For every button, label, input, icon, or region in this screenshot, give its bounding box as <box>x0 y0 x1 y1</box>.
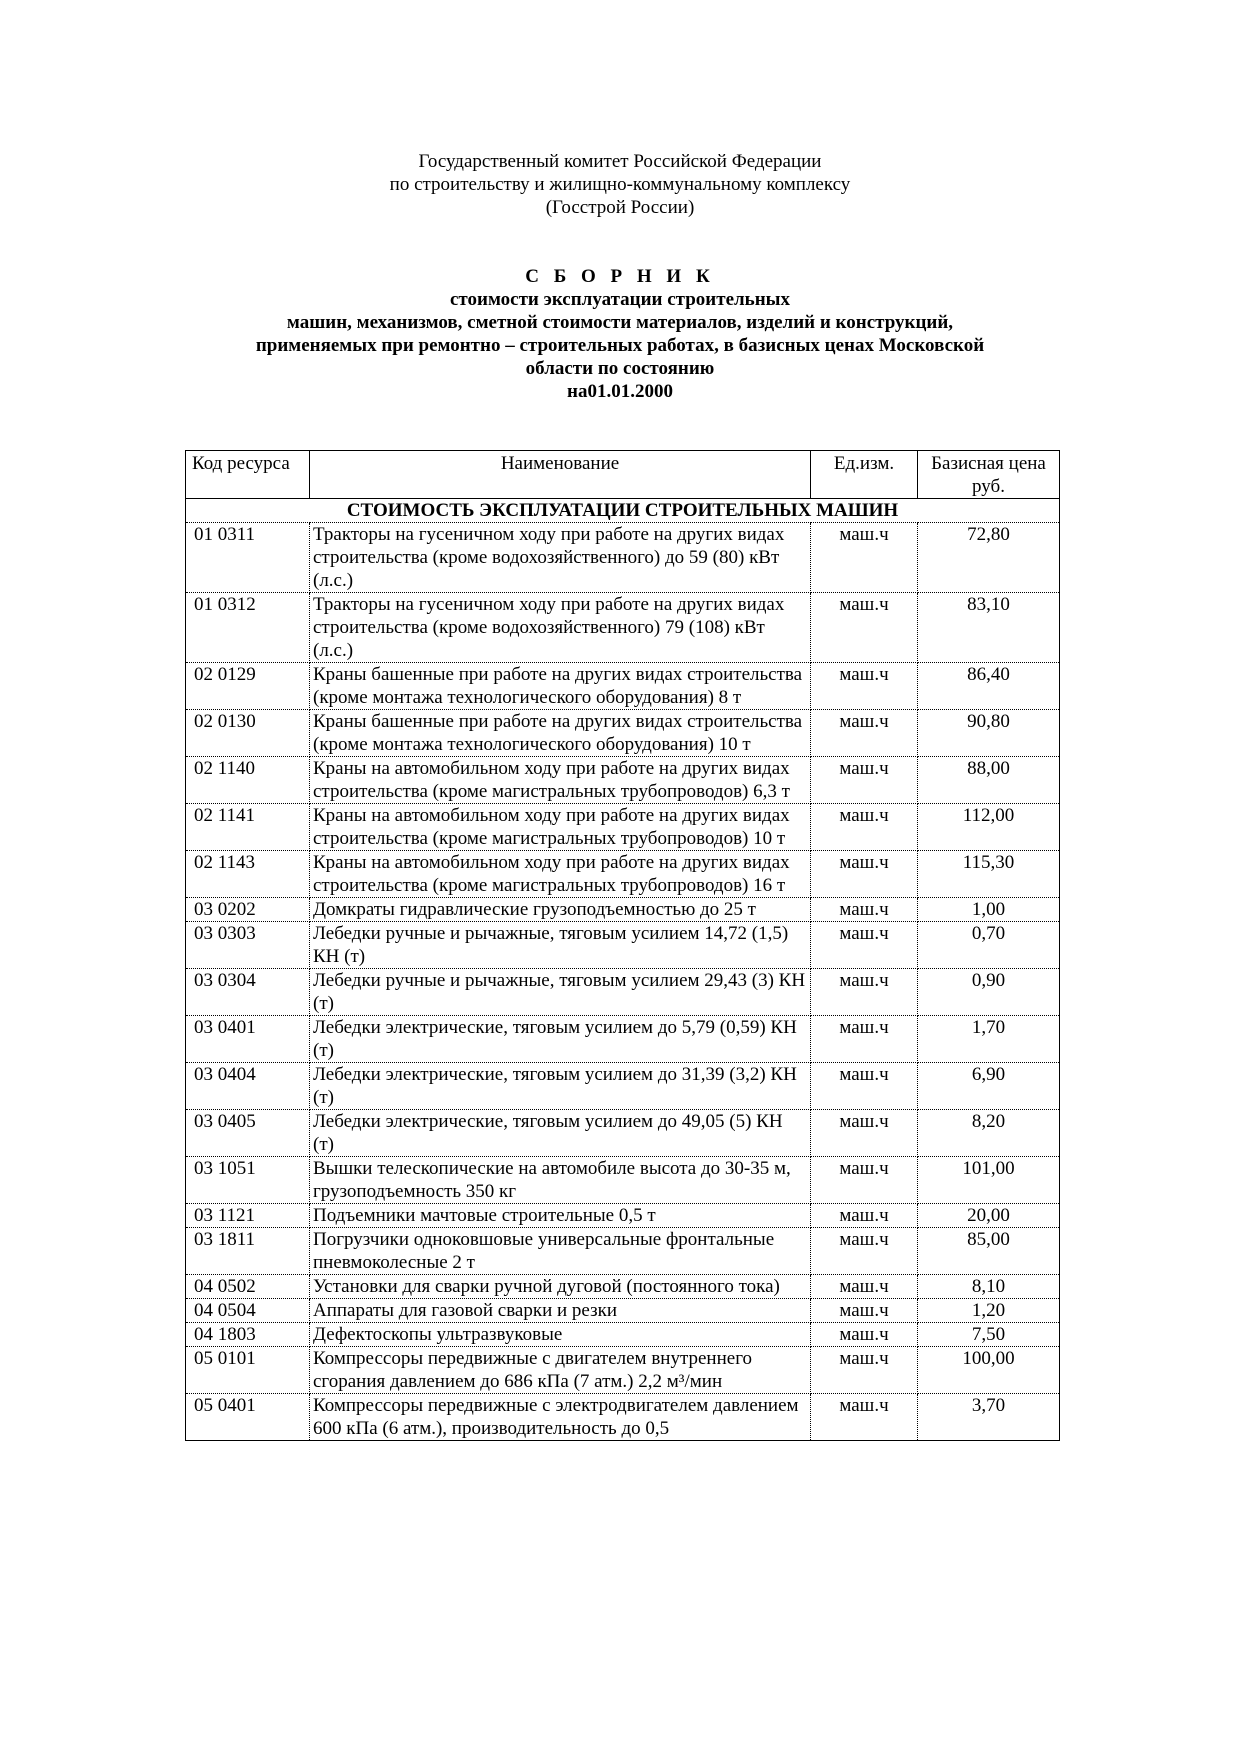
price-cell: 100,00 <box>918 1347 1060 1394</box>
title-word: С Б О Р Н И К <box>525 266 715 287</box>
table-row <box>186 804 1060 851</box>
unit-cell: маш.ч <box>811 1347 918 1394</box>
resource-name-cell: Краны башенные при работе на других видах строительства (кроме монтажа технологического оборудования) 10 т <box>310 710 811 757</box>
column-header-unit: Ед.изм. <box>811 451 918 499</box>
resource-code-cell: 03 0404 <box>186 1063 310 1110</box>
resource-code-cell: 01 0311 <box>186 523 310 593</box>
org-line: по строительству и жилищно-коммунальному комплексу <box>389 174 851 195</box>
resource-name-cell: Компрессоры передвижные с электродвигателем давлением 600 кПа (6 атм.), производительность до 0,5 <box>310 1394 811 1441</box>
price-cell: 1,20 <box>918 1299 1060 1323</box>
price-cell: 72,80 <box>918 523 1060 593</box>
price-cell: 6,90 <box>918 1063 1060 1110</box>
price-cell: 115,30 <box>918 851 1060 898</box>
section-row <box>186 499 1060 523</box>
price-cell: 0,70 <box>918 922 1060 969</box>
resource-name-cell: Краны на автомобильном ходу при работе на других видах строительства (кроме магистральных трубопроводов) 6,3 т <box>310 757 811 804</box>
resource-code-cell: 02 1141 <box>186 804 310 851</box>
unit-cell: маш.ч <box>811 898 918 922</box>
price-cell: 7,50 <box>918 1323 1060 1347</box>
resource-code-cell: 04 0502 <box>186 1275 310 1299</box>
table-row <box>186 898 1060 922</box>
table-row <box>186 1157 1060 1204</box>
resource-code-cell: 03 1811 <box>186 1228 310 1275</box>
resource-name-cell: Краны на автомобильном ходу при работе на других видах строительства (кроме магистральных трубопроводов) 16 т <box>310 851 811 898</box>
table-row <box>186 1275 1060 1299</box>
unit-cell: маш.ч <box>811 1110 918 1157</box>
unit-cell: маш.ч <box>811 1299 918 1323</box>
table-row <box>186 1228 1060 1275</box>
resource-price-table <box>185 450 1060 1441</box>
unit-cell: маш.ч <box>811 1063 918 1110</box>
unit-cell: маш.ч <box>811 851 918 898</box>
unit-cell: маш.ч <box>811 1228 918 1275</box>
title-line: машин, механизмов, сметной стоимости материалов, изделий и конструкций, <box>286 312 954 333</box>
table-row <box>186 1347 1060 1394</box>
resource-code-cell: 02 0129 <box>186 663 310 710</box>
price-cell: 112,00 <box>918 804 1060 851</box>
resource-code-cell: 02 0130 <box>186 710 310 757</box>
table-row <box>186 523 1060 593</box>
title-line: области по состоянию <box>525 358 715 379</box>
resource-code-cell: 03 1051 <box>186 1157 310 1204</box>
resource-name-cell: Аппараты для газовой сварки и резки <box>310 1299 811 1323</box>
price-cell: 85,00 <box>918 1228 1060 1275</box>
resource-code-cell: 03 0304 <box>186 969 310 1016</box>
resource-code-cell: 05 0401 <box>186 1394 310 1441</box>
unit-cell: маш.ч <box>811 1394 918 1441</box>
resource-code-cell: 02 1143 <box>186 851 310 898</box>
table-row <box>186 922 1060 969</box>
unit-cell: маш.ч <box>811 922 918 969</box>
table-row <box>186 1110 1060 1157</box>
price-cell: 83,10 <box>918 593 1060 663</box>
price-cell: 8,10 <box>918 1275 1060 1299</box>
resource-name-cell: Вышки телескопические на автомобиле высота до 30-35 м, грузоподъемность 350 кг <box>310 1157 811 1204</box>
table-row <box>186 851 1060 898</box>
unit-cell: маш.ч <box>811 757 918 804</box>
resource-code-cell: 03 1121 <box>186 1204 310 1228</box>
price-cell: 8,20 <box>918 1110 1060 1157</box>
document-title <box>0 265 1240 403</box>
unit-cell: маш.ч <box>811 710 918 757</box>
table-row <box>186 710 1060 757</box>
resource-code-cell: 03 0303 <box>186 922 310 969</box>
resource-name-cell: Лебедки ручные и рычажные, тяговым усилием 29,43 (3) КН (т) <box>310 969 811 1016</box>
resource-name-cell: Лебедки ручные и рычажные, тяговым усилием 14,72 (1,5) КН (т) <box>310 922 811 969</box>
unit-cell: маш.ч <box>811 1323 918 1347</box>
price-cell: 0,90 <box>918 969 1060 1016</box>
unit-cell: маш.ч <box>811 523 918 593</box>
resource-name-cell: Лебедки электрические, тяговым усилием до 49,05 (5) КН (т) <box>310 1110 811 1157</box>
column-header-name: Наименование <box>310 451 811 499</box>
column-header-price: Базисная цена руб. <box>918 451 1060 499</box>
table-row <box>186 1063 1060 1110</box>
table-row <box>186 663 1060 710</box>
resource-code-cell: 03 0405 <box>186 1110 310 1157</box>
title-line: применяемых при ремонтно – строительных работах, в базисных ценах Московской <box>255 335 985 356</box>
price-cell: 90,80 <box>918 710 1060 757</box>
resource-name-cell: Краны на автомобильном ходу при работе на других видах строительства (кроме магистральных трубопроводов) 10 т <box>310 804 811 851</box>
price-cell: 3,70 <box>918 1394 1060 1441</box>
resource-name-cell: Погрузчики одноковшовые универсальные фронтальные пневмоколесные 2 т <box>310 1228 811 1275</box>
resource-name-cell: Лебедки электрические, тяговым усилием до 5,79 (0,59) КН (т) <box>310 1016 811 1063</box>
org-line: (Госстрой России) <box>545 197 695 218</box>
resource-name-cell: Тракторы на гусеничном ходу при работе на других видах строительства (кроме водохозяйственного) до 59 (80) кВт (л.с.) <box>310 523 811 593</box>
resource-name-cell: Подъемники мачтовые строительные 0,5 т <box>310 1204 811 1228</box>
unit-cell: маш.ч <box>811 1016 918 1063</box>
unit-cell: маш.ч <box>811 1275 918 1299</box>
org-line: Государственный комитет Российской Федерации <box>418 151 822 172</box>
price-cell: 1,70 <box>918 1016 1060 1063</box>
resource-name-cell: Лебедки электрические, тяговым усилием до 31,39 (3,2) КН (т) <box>310 1063 811 1110</box>
issuing-organization <box>0 150 1240 219</box>
table-row <box>186 1204 1060 1228</box>
resource-name-cell: Тракторы на гусеничном ходу при работе на других видах строительства (кроме водохозяйственного) 79 (108) кВт (л.с.) <box>310 593 811 663</box>
price-cell: 86,40 <box>918 663 1060 710</box>
section-title: СТОИМОСТЬ ЭКСПЛУАТАЦИИ СТРОИТЕЛЬНЫХ МАШИН <box>186 499 1060 523</box>
resource-name-cell: Установки для сварки ручной дуговой (постоянного тока) <box>310 1275 811 1299</box>
resource-code-cell: 03 0401 <box>186 1016 310 1063</box>
column-header-code: Код ресурса <box>186 451 310 499</box>
table-row <box>186 1016 1060 1063</box>
resource-name-cell: Компрессоры передвижные с двигателем внутреннего сгорания давлением до 686 кПа (7 атм.) 2,2 м³/мин <box>310 1347 811 1394</box>
resource-code-cell: 02 1140 <box>186 757 310 804</box>
unit-cell: маш.ч <box>811 1157 918 1204</box>
price-cell: 101,00 <box>918 1157 1060 1204</box>
unit-cell: маш.ч <box>811 804 918 851</box>
table-row <box>186 1394 1060 1441</box>
unit-cell: маш.ч <box>811 663 918 710</box>
table-row <box>186 969 1060 1016</box>
table-row <box>186 593 1060 663</box>
table-row <box>186 1323 1060 1347</box>
table-header-row <box>186 451 1060 499</box>
table-row <box>186 1299 1060 1323</box>
unit-cell: маш.ч <box>811 1204 918 1228</box>
resource-code-cell: 04 1803 <box>186 1323 310 1347</box>
unit-cell: маш.ч <box>811 593 918 663</box>
unit-cell: маш.ч <box>811 969 918 1016</box>
resource-name-cell: Краны башенные при работе на других видах строительства (кроме монтажа технологического оборудования) 8 т <box>310 663 811 710</box>
price-cell: 1,00 <box>918 898 1060 922</box>
title-line: на01.01.2000 <box>567 381 673 402</box>
resource-name-cell: Домкраты гидравлические грузоподъемностью до 25 т <box>310 898 811 922</box>
resource-code-cell: 05 0101 <box>186 1347 310 1394</box>
price-cell: 20,00 <box>918 1204 1060 1228</box>
price-cell: 88,00 <box>918 757 1060 804</box>
resource-code-cell: 03 0202 <box>186 898 310 922</box>
resource-name-cell: Дефектоскопы ультразвуковые <box>310 1323 811 1347</box>
title-line: стоимости эксплуатации строительных <box>449 289 791 310</box>
resource-code-cell: 01 0312 <box>186 593 310 663</box>
table-row <box>186 757 1060 804</box>
resource-code-cell: 04 0504 <box>186 1299 310 1323</box>
